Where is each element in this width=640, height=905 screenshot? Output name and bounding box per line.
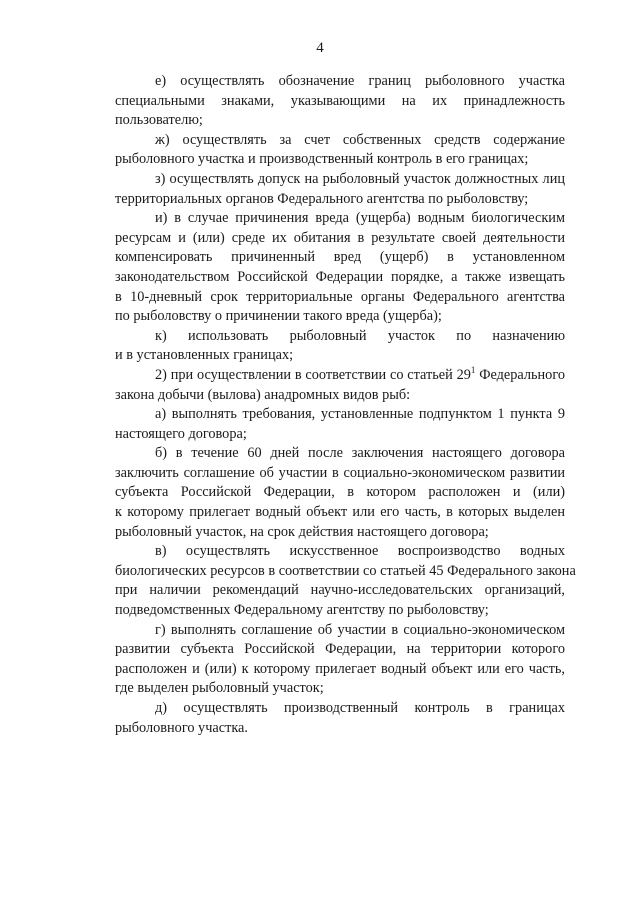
text-line: д) осуществлять производственный контроль в границах: [155, 700, 565, 716]
paragraph-a: [75, 405, 565, 444]
text-line: по рыболовству о причинении такого вреда (ущерба);: [115, 308, 442, 325]
paragraph-k: [75, 327, 565, 366]
text-line: расположен и (или) к которому прилегает водный объект или его часть,: [115, 660, 565, 677]
paragraph-g: [75, 621, 565, 699]
paragraph-d: [75, 699, 565, 738]
text-line: рыболовного участка и производственный контроль в его границах;: [115, 151, 529, 168]
text-line: законодательством Российской Федерации порядке, а также извещать: [115, 268, 565, 285]
text-line: подведомственных Федеральному агентству по рыболовству;: [115, 602, 489, 619]
document-body: [75, 72, 576, 738]
text-line: к) использовать рыболовный участок по назначению: [155, 327, 565, 344]
text-line: [75, 366, 565, 386]
text-line: рыболовный участок, на срок действия настоящего договора;: [115, 523, 489, 540]
text-line: где выделен рыболовный участок;: [115, 680, 324, 697]
paragraph-v: [75, 542, 576, 620]
paragraph-z: [75, 170, 565, 209]
text-line-part: 2) при осуществлении в соответствии со статьей 29: [155, 366, 471, 383]
paragraph-e: [75, 72, 565, 131]
text-line: ж) осуществлять за счет собственных средств содержание: [155, 131, 565, 148]
text-line: настоящего договора;: [115, 425, 247, 442]
text-line: закона добычи (вылова) анадромных видов рыб:: [115, 386, 411, 403]
text-line: и в установленных границах;: [115, 347, 294, 364]
text-line: з) осуществлять допуск на рыболовный участок должностных лиц: [155, 170, 565, 187]
text-line: биологических ресурсов в соответствии со статьей 45 Федерального закона: [115, 562, 576, 579]
text-line: а) выполнять требования, установленные подпунктом 1 пункта 9: [155, 406, 565, 423]
text-line: в) осуществлять искусственное воспроизводство водных: [155, 543, 565, 560]
page-number: 4: [316, 40, 324, 56]
text-line: специальными знаками, указывающими на их принадлежность: [115, 92, 565, 109]
paragraph-2: [75, 366, 565, 405]
text-line: к которому прилегает водный объект или его часть, в которых выделен: [115, 504, 565, 521]
text-line-part: Федерального: [475, 366, 565, 383]
superscript: 1: [470, 365, 476, 376]
text-line: е) осуществлять обозначение границ рыболовного участка: [155, 73, 565, 89]
text-line: заключить соглашение об участии в социально-экономическом развитии: [115, 464, 565, 481]
text-line: развитии субъекта Российской Федерации, на территории которого: [115, 641, 565, 658]
paragraph-i: [75, 209, 565, 327]
text-line: при наличии рекомендаций научно-исследовательских организаций,: [115, 582, 565, 599]
text-line: в 10-дневный срок территориальные органы Федерального агентства: [115, 288, 565, 305]
text-line: компенсировать причиненный вред (ущерб) в установленном: [115, 249, 565, 266]
text-line: субъекта Российской Федерации, в котором расположен и (или): [115, 484, 565, 501]
text-line: ресурсам и (или) среде их обитания в результате своей деятельности: [115, 229, 565, 246]
text-line: и) в случае причинения вреда (ущерба) водным биологическим: [155, 210, 565, 227]
paragraph-b: [75, 444, 565, 542]
text-line: пользователю;: [115, 112, 203, 129]
text-line: территориальных органов Федерального агентства по рыболовству;: [115, 190, 529, 207]
paragraph-zh: [75, 131, 565, 170]
text-line: б) в течение 60 дней после заключения настоящего договора: [155, 445, 565, 462]
text-line: г) выполнять соглашение об участии в социально-экономическом: [155, 621, 565, 638]
text-line: рыболовного участка.: [115, 719, 248, 736]
